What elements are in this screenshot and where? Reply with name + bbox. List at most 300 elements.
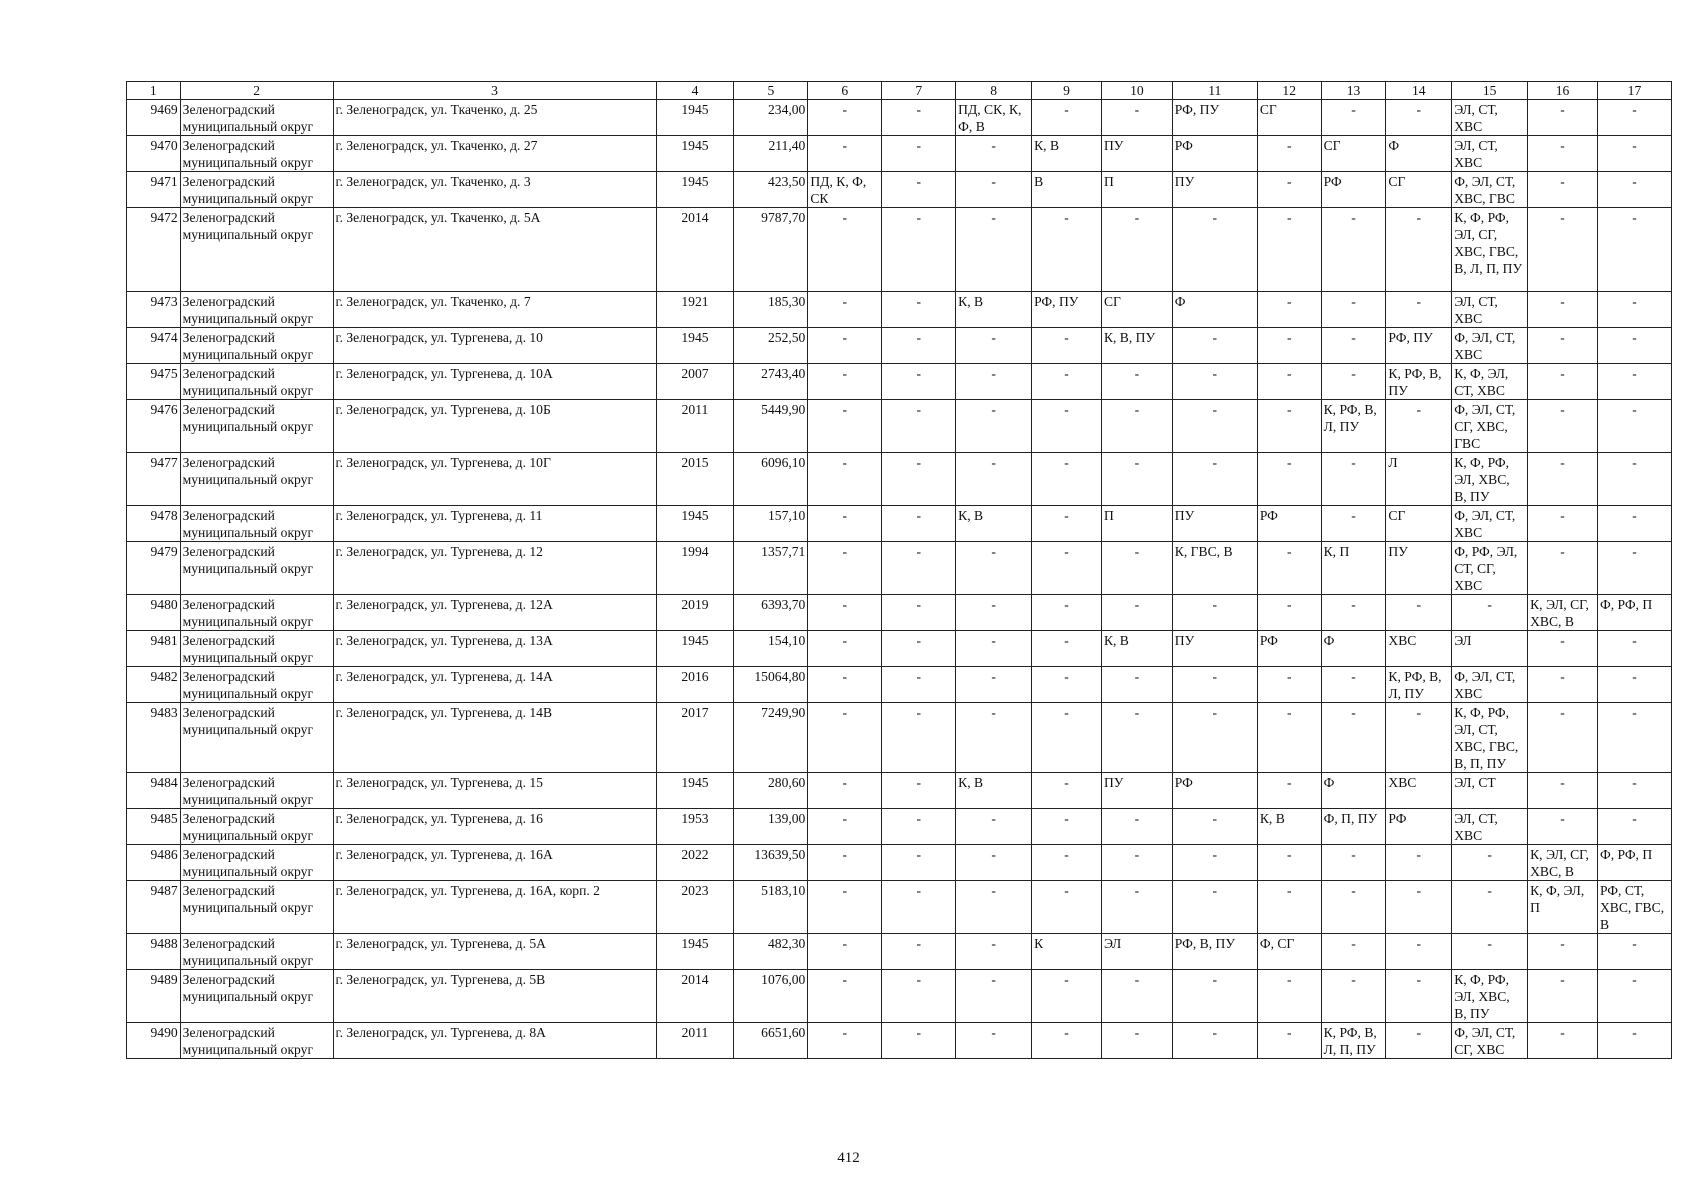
- year-cell: 2022: [656, 845, 734, 881]
- district-cell: Зеленоградский муниципальный округ: [180, 400, 333, 453]
- year-cell: 1945: [656, 773, 734, 809]
- area-cell: 1076,00: [734, 970, 808, 1023]
- attribute-cell-col6: -: [808, 845, 882, 881]
- attribute-cell-col9: -: [1032, 881, 1102, 934]
- year-cell: 1921: [656, 292, 734, 328]
- attribute-cell-col12: -: [1257, 453, 1321, 506]
- attribute-cell-col15: -: [1452, 881, 1528, 934]
- district-cell: Зеленоградский муниципальный округ: [180, 328, 333, 364]
- attribute-cell-col8: -: [956, 542, 1032, 595]
- district-cell: Зеленоградский муниципальный округ: [180, 970, 333, 1023]
- area-cell: 15064,80: [734, 667, 808, 703]
- attribute-cell-col11: -: [1172, 364, 1257, 400]
- area-cell: 6096,10: [734, 453, 808, 506]
- attribute-cell-col13: -: [1321, 292, 1386, 328]
- attribute-cell-col12: -: [1257, 703, 1321, 773]
- attribute-cell-col7: -: [882, 934, 956, 970]
- attribute-cell-col16: -: [1528, 773, 1598, 809]
- area-cell: 2743,40: [734, 364, 808, 400]
- attribute-cell-col16: -: [1528, 934, 1598, 970]
- area-cell: 5449,90: [734, 400, 808, 453]
- attribute-cell-col7: -: [882, 136, 956, 172]
- attribute-cell-col7: -: [882, 400, 956, 453]
- attribute-cell-col17: -: [1597, 100, 1671, 136]
- attribute-cell-col16: -: [1528, 631, 1598, 667]
- attribute-cell-col7: -: [882, 595, 956, 631]
- district-cell: Зеленоградский муниципальный округ: [180, 453, 333, 506]
- attribute-cell-col17: Ф, РФ, П: [1597, 595, 1671, 631]
- attribute-cell-col9: В: [1032, 172, 1102, 208]
- attribute-cell-col10: К, В: [1101, 631, 1172, 667]
- year-cell: 2017: [656, 703, 734, 773]
- attribute-cell-col9: -: [1032, 506, 1102, 542]
- attribute-cell-col14: РФ: [1386, 809, 1452, 845]
- district-cell: Зеленоградский муниципальный округ: [180, 506, 333, 542]
- row-number-cell: 9480: [127, 595, 181, 631]
- attribute-cell-col13: -: [1321, 328, 1386, 364]
- attribute-cell-col6: -: [808, 292, 882, 328]
- attribute-cell-col8: -: [956, 703, 1032, 773]
- attribute-cell-col16: -: [1528, 364, 1598, 400]
- district-cell: Зеленоградский муниципальный округ: [180, 100, 333, 136]
- address-cell: г. Зеленоградск, ул. Ткаченко, д. 7: [333, 292, 656, 328]
- attribute-cell-col15: Ф, РФ, ЭЛ, СТ, СГ, ХВС: [1452, 542, 1528, 595]
- address-cell: г. Зеленоградск, ул. Тургенева, д. 12: [333, 542, 656, 595]
- attribute-cell-col17: -: [1597, 542, 1671, 595]
- table-row: [127, 453, 1672, 506]
- attribute-cell-col14: СГ: [1386, 172, 1452, 208]
- attribute-cell-col7: -: [882, 208, 956, 292]
- attribute-cell-col14: Л: [1386, 453, 1452, 506]
- attribute-cell-col13: РФ: [1321, 172, 1386, 208]
- year-cell: 1945: [656, 934, 734, 970]
- attribute-cell-col11: -: [1172, 970, 1257, 1023]
- attribute-cell-col6: -: [808, 136, 882, 172]
- attribute-cell-col15: К, Ф, РФ, ЭЛ, ХВС, В, ПУ: [1452, 453, 1528, 506]
- attribute-cell-col12: -: [1257, 364, 1321, 400]
- attribute-cell-col6: -: [808, 595, 882, 631]
- attribute-cell-col10: -: [1101, 542, 1172, 595]
- attribute-cell-col11: РФ: [1172, 136, 1257, 172]
- attribute-cell-col16: -: [1528, 542, 1598, 595]
- row-number-cell: 9481: [127, 631, 181, 667]
- area-cell: 5183,10: [734, 881, 808, 934]
- attribute-cell-col8: -: [956, 208, 1032, 292]
- column-header-8: 8: [956, 82, 1032, 100]
- attribute-cell-col17: -: [1597, 1023, 1671, 1059]
- table-row: [127, 845, 1672, 881]
- district-cell: Зеленоградский муниципальный округ: [180, 292, 333, 328]
- attribute-cell-col6: -: [808, 453, 882, 506]
- attribute-cell-col6: -: [808, 934, 882, 970]
- attribute-cell-col14: Ф: [1386, 136, 1452, 172]
- column-header-17: 17: [1597, 82, 1671, 100]
- area-cell: 6393,70: [734, 595, 808, 631]
- attribute-cell-col17: -: [1597, 773, 1671, 809]
- attribute-cell-col6: -: [808, 703, 882, 773]
- attribute-cell-col8: -: [956, 595, 1032, 631]
- attribute-cell-col11: -: [1172, 453, 1257, 506]
- row-number-cell: 9474: [127, 328, 181, 364]
- attribute-cell-col16: -: [1528, 667, 1598, 703]
- attribute-cell-col10: -: [1101, 400, 1172, 453]
- attribute-cell-col13: К, РФ, В, Л, П, ПУ: [1321, 1023, 1386, 1059]
- attribute-cell-col9: -: [1032, 631, 1102, 667]
- attribute-cell-col13: -: [1321, 845, 1386, 881]
- district-cell: Зеленоградский муниципальный округ: [180, 667, 333, 703]
- attribute-cell-col13: К, РФ, В, Л, ПУ: [1321, 400, 1386, 453]
- attribute-cell-col8: -: [956, 400, 1032, 453]
- attribute-cell-col9: -: [1032, 703, 1102, 773]
- attribute-cell-col11: -: [1172, 208, 1257, 292]
- year-cell: 2023: [656, 881, 734, 934]
- attribute-cell-col17: -: [1597, 136, 1671, 172]
- table-row: [127, 970, 1672, 1023]
- table-row: [127, 136, 1672, 172]
- attribute-cell-col14: -: [1386, 400, 1452, 453]
- attribute-cell-col16: -: [1528, 453, 1598, 506]
- area-cell: 482,30: [734, 934, 808, 970]
- row-number-cell: 9485: [127, 809, 181, 845]
- table-row: [127, 703, 1672, 773]
- table-row: [127, 100, 1672, 136]
- attribute-cell-col9: К, В: [1032, 136, 1102, 172]
- attribute-cell-col10: -: [1101, 208, 1172, 292]
- attribute-cell-col6: -: [808, 208, 882, 292]
- row-number-cell: 9479: [127, 542, 181, 595]
- area-cell: 423,50: [734, 172, 808, 208]
- attribute-cell-col13: -: [1321, 970, 1386, 1023]
- attribute-cell-col10: -: [1101, 595, 1172, 631]
- attribute-cell-col10: -: [1101, 809, 1172, 845]
- district-cell: Зеленоградский муниципальный округ: [180, 136, 333, 172]
- attribute-cell-col13: Ф, П, ПУ: [1321, 809, 1386, 845]
- attribute-cell-col11: ПУ: [1172, 506, 1257, 542]
- attribute-cell-col8: -: [956, 1023, 1032, 1059]
- attribute-cell-col6: -: [808, 809, 882, 845]
- attribute-cell-col14: -: [1386, 970, 1452, 1023]
- row-number-cell: 9482: [127, 667, 181, 703]
- attribute-cell-col11: -: [1172, 328, 1257, 364]
- district-cell: Зеленоградский муниципальный округ: [180, 172, 333, 208]
- attribute-cell-col8: -: [956, 364, 1032, 400]
- attribute-cell-col15: -: [1452, 595, 1528, 631]
- attribute-cell-col7: -: [882, 172, 956, 208]
- attribute-cell-col13: СГ: [1321, 136, 1386, 172]
- attribute-cell-col9: -: [1032, 364, 1102, 400]
- attribute-cell-col15: Ф, ЭЛ, СТ, ХВС: [1452, 506, 1528, 542]
- attribute-cell-col6: -: [808, 100, 882, 136]
- attribute-cell-col9: -: [1032, 208, 1102, 292]
- attribute-cell-col12: -: [1257, 970, 1321, 1023]
- attribute-cell-col7: -: [882, 506, 956, 542]
- attribute-cell-col6: -: [808, 631, 882, 667]
- column-header-6: 6: [808, 82, 882, 100]
- attribute-cell-col15: К, Ф, ЭЛ, СТ, ХВС: [1452, 364, 1528, 400]
- address-cell: г. Зеленоградск, ул. Ткаченко, д. 25: [333, 100, 656, 136]
- attribute-cell-col15: К, Ф, РФ, ЭЛ, СТ, ХВС, ГВС, В, П, ПУ: [1452, 703, 1528, 773]
- attribute-cell-col13: -: [1321, 703, 1386, 773]
- row-number-cell: 9476: [127, 400, 181, 453]
- year-cell: 2015: [656, 453, 734, 506]
- attribute-cell-col12: -: [1257, 845, 1321, 881]
- attribute-cell-col14: -: [1386, 881, 1452, 934]
- attribute-cell-col9: -: [1032, 328, 1102, 364]
- table-row: [127, 809, 1672, 845]
- attribute-cell-col16: -: [1528, 703, 1598, 773]
- attribute-cell-col7: -: [882, 542, 956, 595]
- attribute-cell-col9: -: [1032, 845, 1102, 881]
- attribute-cell-col10: -: [1101, 100, 1172, 136]
- attribute-cell-col8: -: [956, 845, 1032, 881]
- attribute-cell-col12: -: [1257, 1023, 1321, 1059]
- year-cell: 1945: [656, 506, 734, 542]
- attribute-cell-col9: РФ, ПУ: [1032, 292, 1102, 328]
- attribute-cell-col10: СГ: [1101, 292, 1172, 328]
- attribute-cell-col10: П: [1101, 172, 1172, 208]
- attribute-cell-col12: -: [1257, 773, 1321, 809]
- attribute-cell-col13: К, П: [1321, 542, 1386, 595]
- area-cell: 139,00: [734, 809, 808, 845]
- attribute-cell-col9: -: [1032, 970, 1102, 1023]
- attribute-cell-col7: -: [882, 773, 956, 809]
- attribute-cell-col7: -: [882, 809, 956, 845]
- area-cell: 157,10: [734, 506, 808, 542]
- address-cell: г. Зеленоградск, ул. Тургенева, д. 5А: [333, 934, 656, 970]
- attribute-cell-col14: -: [1386, 934, 1452, 970]
- area-cell: 252,50: [734, 328, 808, 364]
- attribute-cell-col13: -: [1321, 595, 1386, 631]
- attribute-cell-col15: Ф, ЭЛ, СТ, СГ, ХВС, ГВС: [1452, 400, 1528, 453]
- attribute-cell-col7: -: [882, 328, 956, 364]
- attribute-cell-col8: -: [956, 809, 1032, 845]
- attribute-cell-col6: -: [808, 506, 882, 542]
- row-number-cell: 9490: [127, 1023, 181, 1059]
- attribute-cell-col13: Ф: [1321, 631, 1386, 667]
- district-cell: Зеленоградский муниципальный округ: [180, 773, 333, 809]
- attribute-cell-col17: -: [1597, 934, 1671, 970]
- attribute-cell-col13: -: [1321, 934, 1386, 970]
- attribute-cell-col15: Ф, ЭЛ, СТ, СГ, ХВС: [1452, 1023, 1528, 1059]
- year-cell: 2007: [656, 364, 734, 400]
- table-body: [127, 100, 1672, 1059]
- column-header-1: 1: [127, 82, 181, 100]
- attribute-cell-col6: -: [808, 773, 882, 809]
- attribute-cell-col10: ЭЛ: [1101, 934, 1172, 970]
- attribute-cell-col12: СГ: [1257, 100, 1321, 136]
- attribute-cell-col8: -: [956, 881, 1032, 934]
- attribute-cell-col15: -: [1452, 845, 1528, 881]
- attribute-cell-col14: -: [1386, 595, 1452, 631]
- attribute-cell-col9: К: [1032, 934, 1102, 970]
- attribute-cell-col16: -: [1528, 970, 1598, 1023]
- address-cell: г. Зеленоградск, ул. Тургенева, д. 8А: [333, 1023, 656, 1059]
- attribute-cell-col6: ПД, К, Ф, СК: [808, 172, 882, 208]
- attribute-cell-col11: -: [1172, 595, 1257, 631]
- attribute-cell-col17: -: [1597, 328, 1671, 364]
- attribute-cell-col7: -: [882, 364, 956, 400]
- attribute-cell-col16: -: [1528, 809, 1598, 845]
- address-cell: г. Зеленоградск, ул. Тургенева, д. 10Б: [333, 400, 656, 453]
- address-cell: г. Зеленоградск, ул. Тургенева, д. 14А: [333, 667, 656, 703]
- district-cell: Зеленоградский муниципальный округ: [180, 208, 333, 292]
- attribute-cell-col15: Ф, ЭЛ, СТ, ХВС, ГВС: [1452, 172, 1528, 208]
- row-number-cell: 9487: [127, 881, 181, 934]
- district-cell: Зеленоградский муниципальный округ: [180, 881, 333, 934]
- district-cell: Зеленоградский муниципальный округ: [180, 934, 333, 970]
- attribute-cell-col15: ЭЛ, СТ, ХВС: [1452, 809, 1528, 845]
- district-cell: Зеленоградский муниципальный округ: [180, 542, 333, 595]
- attribute-cell-col16: -: [1528, 292, 1598, 328]
- attribute-cell-col12: -: [1257, 328, 1321, 364]
- attribute-cell-col17: РФ, СТ, ХВС, ГВС, В: [1597, 881, 1671, 934]
- attribute-cell-col6: -: [808, 400, 882, 453]
- attribute-cell-col8: -: [956, 970, 1032, 1023]
- attribute-cell-col11: РФ, В, ПУ: [1172, 934, 1257, 970]
- attribute-cell-col17: -: [1597, 208, 1671, 292]
- attribute-cell-col11: -: [1172, 667, 1257, 703]
- table-row: [127, 631, 1672, 667]
- attribute-cell-col17: Ф, РФ, П: [1597, 845, 1671, 881]
- attribute-cell-col12: -: [1257, 208, 1321, 292]
- address-cell: г. Зеленоградск, ул. Тургенева, д. 5В: [333, 970, 656, 1023]
- row-number-cell: 9483: [127, 703, 181, 773]
- attribute-cell-col17: -: [1597, 292, 1671, 328]
- attribute-cell-col8: -: [956, 172, 1032, 208]
- attribute-cell-col12: -: [1257, 667, 1321, 703]
- attribute-cell-col8: ПД, СК, К, Ф, В: [956, 100, 1032, 136]
- attribute-cell-col10: -: [1101, 453, 1172, 506]
- attribute-cell-col9: -: [1032, 595, 1102, 631]
- table-row: [127, 400, 1672, 453]
- year-cell: 2016: [656, 667, 734, 703]
- address-cell: г. Зеленоградск, ул. Тургенева, д. 10А: [333, 364, 656, 400]
- attribute-cell-col14: -: [1386, 292, 1452, 328]
- table-row: [127, 773, 1672, 809]
- column-header-12: 12: [1257, 82, 1321, 100]
- attribute-cell-col8: -: [956, 136, 1032, 172]
- attribute-cell-col12: РФ: [1257, 506, 1321, 542]
- row-number-cell: 9471: [127, 172, 181, 208]
- attribute-cell-col13: -: [1321, 208, 1386, 292]
- attribute-cell-col8: -: [956, 667, 1032, 703]
- attribute-cell-col15: ЭЛ, СТ, ХВС: [1452, 136, 1528, 172]
- attribute-cell-col8: -: [956, 934, 1032, 970]
- year-cell: 1945: [656, 631, 734, 667]
- table-row: [127, 292, 1672, 328]
- row-number-cell: 9484: [127, 773, 181, 809]
- attribute-cell-col12: -: [1257, 292, 1321, 328]
- attribute-cell-col11: ПУ: [1172, 172, 1257, 208]
- attribute-cell-col11: -: [1172, 703, 1257, 773]
- attribute-cell-col12: -: [1257, 595, 1321, 631]
- address-cell: г. Зеленоградск, ул. Тургенева, д. 16А: [333, 845, 656, 881]
- attribute-cell-col9: -: [1032, 542, 1102, 595]
- attribute-cell-col13: -: [1321, 667, 1386, 703]
- attribute-cell-col15: ЭЛ, СТ, ХВС: [1452, 292, 1528, 328]
- district-cell: Зеленоградский муниципальный округ: [180, 845, 333, 881]
- header-row: [127, 82, 1672, 100]
- attribute-cell-col15: ЭЛ, СТ, ХВС: [1452, 100, 1528, 136]
- attribute-cell-col12: -: [1257, 542, 1321, 595]
- attribute-cell-col11: ПУ: [1172, 631, 1257, 667]
- attribute-cell-col11: -: [1172, 845, 1257, 881]
- attribute-cell-col12: К, В: [1257, 809, 1321, 845]
- table-row: [127, 667, 1672, 703]
- attribute-cell-col14: -: [1386, 845, 1452, 881]
- attribute-cell-col16: -: [1528, 1023, 1598, 1059]
- attribute-cell-col15: К, Ф, РФ, ЭЛ, СГ, ХВС, ГВС, В, Л, П, ПУ: [1452, 208, 1528, 292]
- attribute-cell-col17: -: [1597, 172, 1671, 208]
- address-cell: г. Зеленоградск, ул. Тургенева, д. 16А, корп. 2: [333, 881, 656, 934]
- attribute-cell-col16: -: [1528, 172, 1598, 208]
- attribute-cell-col14: К, РФ, В, Л, ПУ: [1386, 667, 1452, 703]
- attribute-cell-col6: -: [808, 328, 882, 364]
- year-cell: 1945: [656, 100, 734, 136]
- table-row: [127, 542, 1672, 595]
- attribute-cell-col7: -: [882, 100, 956, 136]
- column-header-10: 10: [1101, 82, 1172, 100]
- address-cell: г. Зеленоградск, ул. Ткаченко, д. 3: [333, 172, 656, 208]
- area-cell: 185,30: [734, 292, 808, 328]
- table-row: [127, 172, 1672, 208]
- attribute-cell-col14: СГ: [1386, 506, 1452, 542]
- district-cell: Зеленоградский муниципальный округ: [180, 809, 333, 845]
- row-number-cell: 9475: [127, 364, 181, 400]
- row-number-cell: 9469: [127, 100, 181, 136]
- table-row: [127, 595, 1672, 631]
- area-cell: 7249,90: [734, 703, 808, 773]
- attribute-cell-col15: ЭЛ, СТ: [1452, 773, 1528, 809]
- row-number-cell: 9486: [127, 845, 181, 881]
- table-row: [127, 328, 1672, 364]
- area-cell: 9787,70: [734, 208, 808, 292]
- row-number-cell: 9470: [127, 136, 181, 172]
- attribute-cell-col17: -: [1597, 703, 1671, 773]
- year-cell: 1945: [656, 172, 734, 208]
- attribute-cell-col8: -: [956, 631, 1032, 667]
- column-header-2: 2: [180, 82, 333, 100]
- attribute-cell-col6: -: [808, 542, 882, 595]
- column-header-15: 15: [1452, 82, 1528, 100]
- attribute-cell-col6: -: [808, 970, 882, 1023]
- area-cell: 154,10: [734, 631, 808, 667]
- attribute-cell-col13: -: [1321, 364, 1386, 400]
- table-row: [127, 364, 1672, 400]
- attribute-cell-col11: -: [1172, 809, 1257, 845]
- attribute-cell-col14: -: [1386, 100, 1452, 136]
- row-number-cell: 9477: [127, 453, 181, 506]
- attribute-cell-col11: -: [1172, 881, 1257, 934]
- attribute-cell-col7: -: [882, 703, 956, 773]
- attribute-cell-col7: -: [882, 1023, 956, 1059]
- year-cell: 2014: [656, 970, 734, 1023]
- column-header-14: 14: [1386, 82, 1452, 100]
- attribute-cell-col15: -: [1452, 934, 1528, 970]
- address-cell: г. Зеленоградск, ул. Тургенева, д. 13А: [333, 631, 656, 667]
- attribute-cell-col14: -: [1386, 703, 1452, 773]
- attribute-cell-col14: РФ, ПУ: [1386, 328, 1452, 364]
- row-number-cell: 9488: [127, 934, 181, 970]
- attribute-cell-col11: -: [1172, 1023, 1257, 1059]
- address-cell: г. Зеленоградск, ул. Тургенева, д. 10Г: [333, 453, 656, 506]
- attribute-cell-col8: -: [956, 328, 1032, 364]
- attribute-cell-col16: -: [1528, 100, 1598, 136]
- address-cell: г. Зеленоградск, ул. Тургенева, д. 12А: [333, 595, 656, 631]
- area-cell: 13639,50: [734, 845, 808, 881]
- attribute-cell-col10: -: [1101, 703, 1172, 773]
- attribute-cell-col10: ПУ: [1101, 773, 1172, 809]
